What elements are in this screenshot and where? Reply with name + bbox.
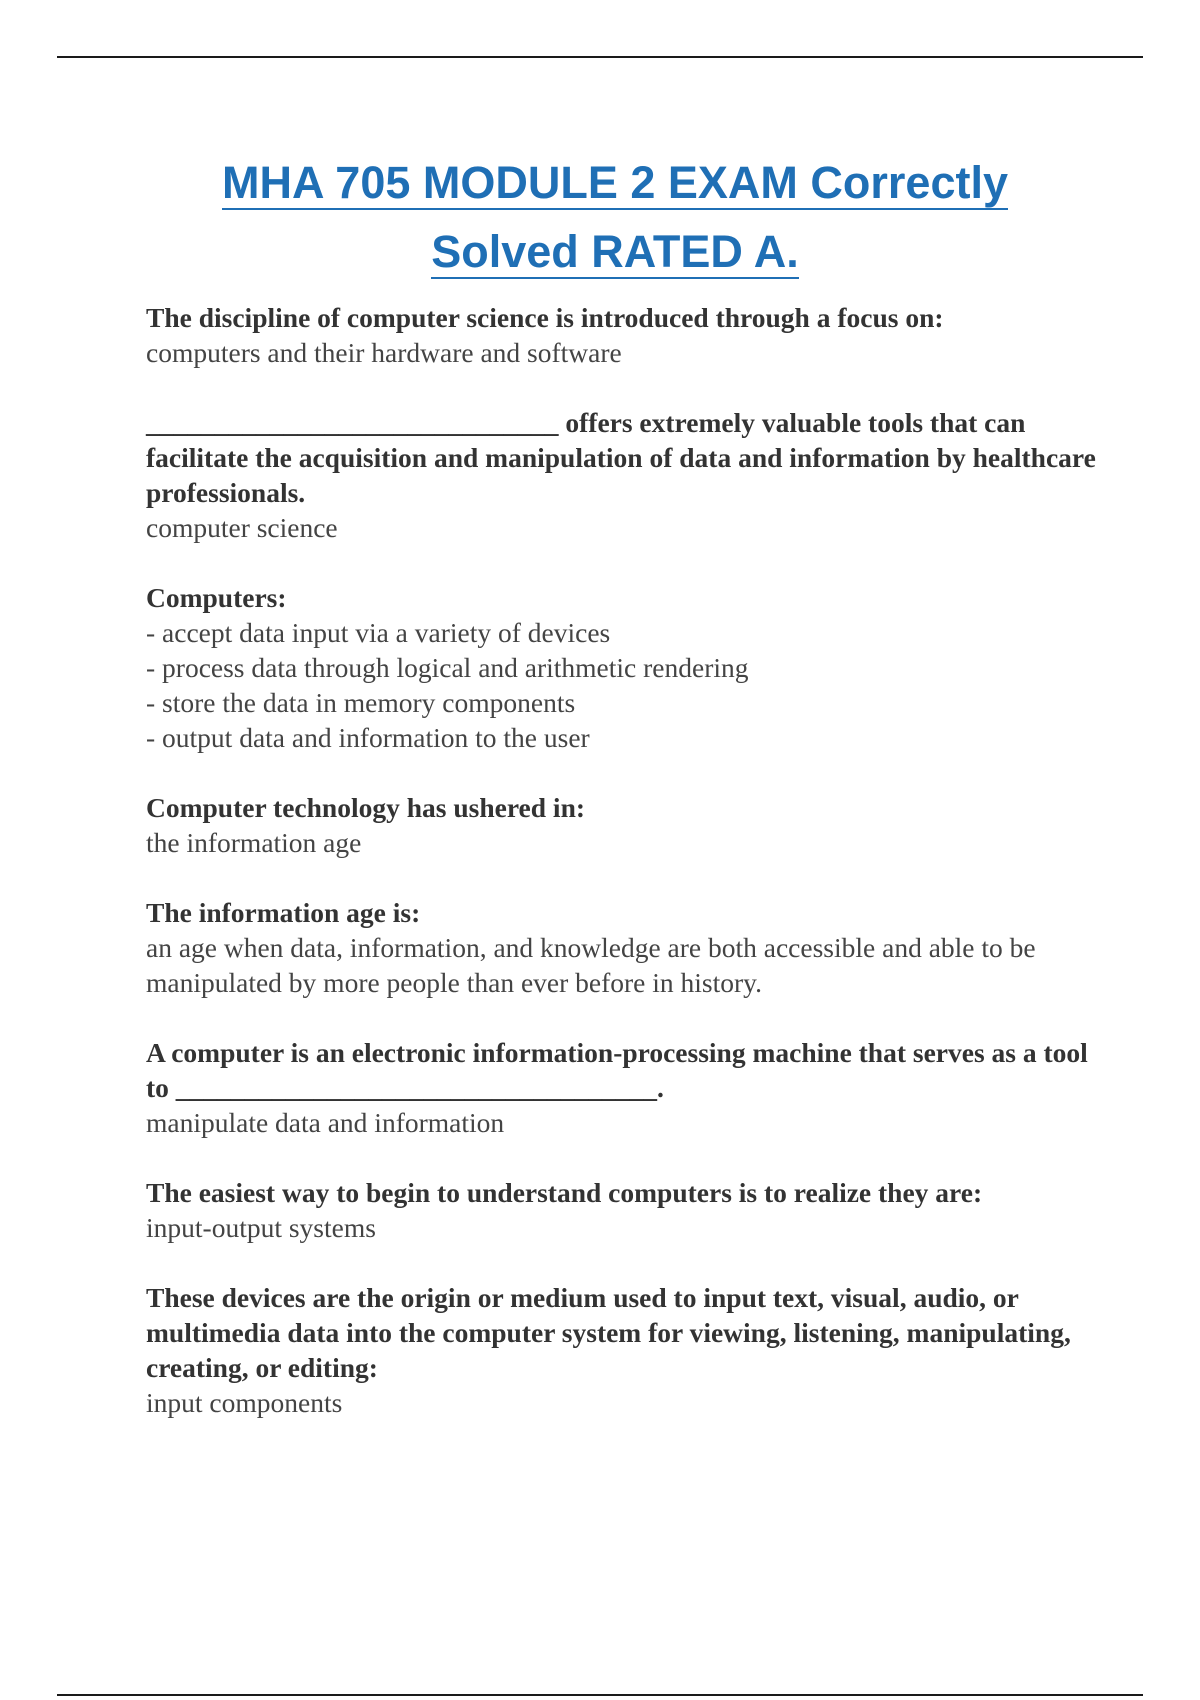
answer <box>146 1385 1106 1420</box>
page-title <box>130 148 1100 286</box>
question: Computers: <box>146 582 287 613</box>
answer-line: manipulate data and information <box>146 1107 505 1138</box>
question: The information age is: <box>146 897 421 928</box>
qa-item <box>146 1035 1106 1140</box>
top-rule <box>57 56 1143 58</box>
answer <box>146 335 1106 370</box>
answer-line: an age when data, information, and knowledge are both accessible and able to be manipulated by more people than ever before in history. <box>146 932 1036 998</box>
answer-line: - output data and information to the user <box>146 722 590 753</box>
qa-item <box>146 790 1106 860</box>
answer-line: - process data through logical and arithmetic rendering <box>146 652 749 683</box>
answer <box>146 615 1106 755</box>
answer <box>146 1210 1106 1245</box>
qa-item <box>146 405 1106 545</box>
answer <box>146 1105 1106 1140</box>
answer-line: input components <box>146 1387 343 1418</box>
answer-line: input-output systems <box>146 1212 376 1243</box>
title-line-1: MHA 705 MODULE 2 EXAM Correctly <box>221 157 1008 208</box>
qa-item <box>146 895 1106 1000</box>
question: These devices are the origin or medium used to input text, visual, audio, or multimedia data into the computer system for viewing, listening, manipulating, creating, or editing: <box>146 1282 1071 1383</box>
answer <box>146 930 1106 1000</box>
answer-line: - store the data in memory components <box>146 687 576 718</box>
qa-item <box>146 1175 1106 1245</box>
question: The easiest way to begin to understand computers is to realize they are: <box>146 1177 983 1208</box>
qa-item <box>146 300 1106 370</box>
answer-line: computer science <box>146 512 338 543</box>
qa-item <box>146 580 1106 755</box>
bottom-rule <box>57 1694 1143 1696</box>
qa-list <box>146 300 1106 1455</box>
answer <box>146 825 1106 860</box>
answer <box>146 510 1106 545</box>
question: ______________________________ offers extremely valuable tools that can facilitate the acquisition and manipulation of data and information by healthcare professionals. <box>146 407 1096 508</box>
answer-line: the information age <box>146 827 362 858</box>
answer-line: computers and their hardware and software <box>146 337 622 368</box>
title-line-2: Solved RATED A. <box>431 226 799 277</box>
question: The discipline of computer science is introduced through a focus on: <box>146 302 944 333</box>
question: A computer is an electronic information-processing machine that serves as a tool to ___________________________________. <box>146 1037 1088 1103</box>
answer-line: - accept data input via a variety of devices <box>146 617 611 648</box>
question: Computer technology has ushered in: <box>146 792 586 823</box>
qa-item <box>146 1280 1106 1420</box>
